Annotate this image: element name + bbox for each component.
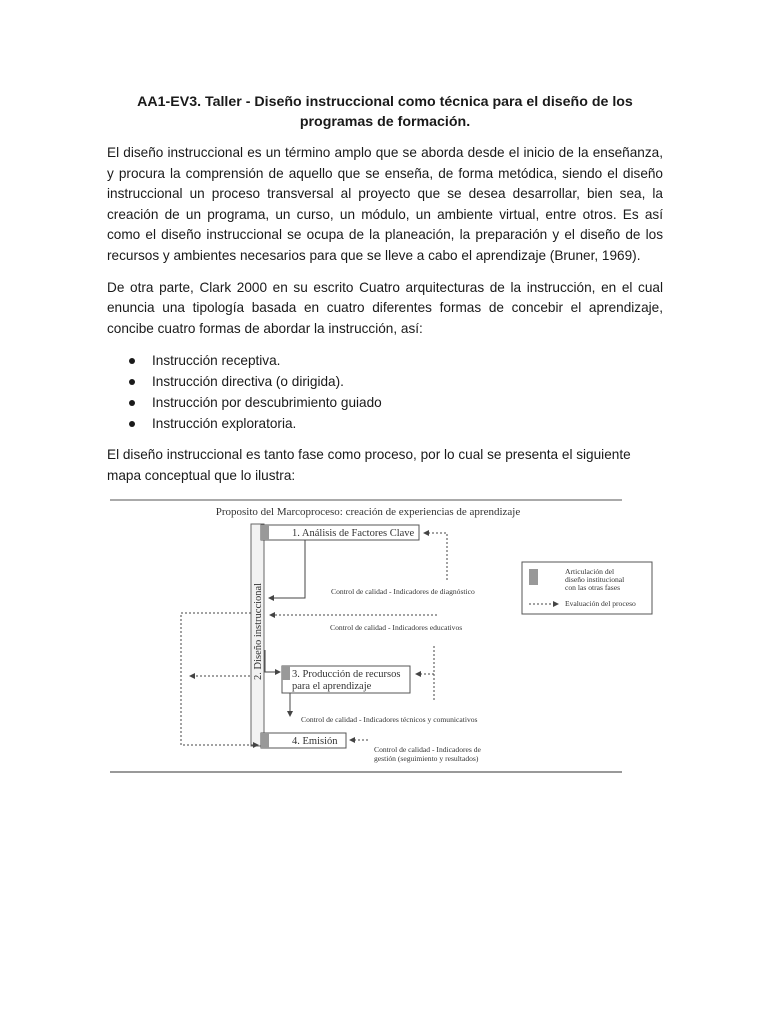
paragraph-intro: El diseño instruccional es un término amplo que se aborda desde el inicio de la enseñanza, y procura la comprensión de aquello que se enseña, de forma metódica, siendo el diseño instruccional un proceso transversal al proyecto que se desea desarrollar, bien sea, la creación de un programa, un curso, un módulo, un ambiente virtual, entre otros. Es así como el diseño instruccional se ocupa de la planeación, la preparación y el diseño de los recursos y ambientes necesarios para que se lleve a cabo el aprendizaje (Bruner, 1969). xyxy=(107,145,663,263)
box-production-label-2: para el aprendizaje xyxy=(292,681,372,692)
control-management-2: gestión (seguimiento y resultados) xyxy=(374,754,479,763)
phase-marker-icon xyxy=(261,733,269,748)
phase-marker-icon xyxy=(261,525,269,540)
box-emission-label: 4. Emisión xyxy=(292,736,338,747)
box-production-label-1: 3. Producción de recursos xyxy=(292,669,401,680)
paragraph-clark: De otra parte, Clark 2000 en su escrito Cuatro arquitecturas de la instrucción, en el cual enuncia una tipología basada en cuatro diferentes formas de concebir el aprendizaje, concibe cuatro formas de abordar la instrucción, así: xyxy=(107,279,663,336)
design-column-label: 2. Diseño instruccional xyxy=(253,582,264,680)
flow-arrow xyxy=(269,540,305,598)
box-analysis-label: 1. Análisis de Factores Clave xyxy=(292,528,415,539)
legend-item-2: Evaluación del proceso xyxy=(565,599,636,608)
control-educational: Control de calidad - Indicadores educativos xyxy=(330,623,463,632)
list-item-text: Instrucción exploratoria. xyxy=(152,416,297,432)
flow-arrow xyxy=(265,650,280,672)
diagram-heading: Proposito del Marcoproceso: creación de experiencias de aprendizaje xyxy=(215,506,521,518)
control-technical: Control de calidad - Indicadores técnicos y comunicativos xyxy=(301,715,478,724)
control-diagnostic: Control de calidad - Indicadores de diagnóstico xyxy=(331,587,475,596)
list-item-text: Instrucción receptiva. xyxy=(152,353,281,369)
document-title: AA1-EV3. Taller - Diseño instruccional como técnica para el diseño de los programas de formación. xyxy=(137,94,633,130)
legend-item-1-line-2: diseño institucional xyxy=(565,575,625,584)
paragraph-diagram-intro: El diseño instruccional es tanto fase como proceso, por lo cual se presenta el siguiente mapa conceptual que lo ilustra: xyxy=(107,447,631,483)
legend-item-1-line-3: con las otras fases xyxy=(565,583,621,592)
phase-marker-icon xyxy=(282,666,290,680)
evaluation-arrow xyxy=(181,613,258,745)
legend-phase-icon xyxy=(529,569,538,585)
control-management-1: Control de calidad - Indicadores de xyxy=(374,745,481,754)
legend-item-1-line-1: Articulación del xyxy=(565,567,615,576)
list-item-text: Instrucción directiva (o dirigida). xyxy=(152,374,344,390)
evaluation-arrow xyxy=(424,533,447,580)
list-item-text: Instrucción por descubrimiento guiado xyxy=(152,395,382,411)
